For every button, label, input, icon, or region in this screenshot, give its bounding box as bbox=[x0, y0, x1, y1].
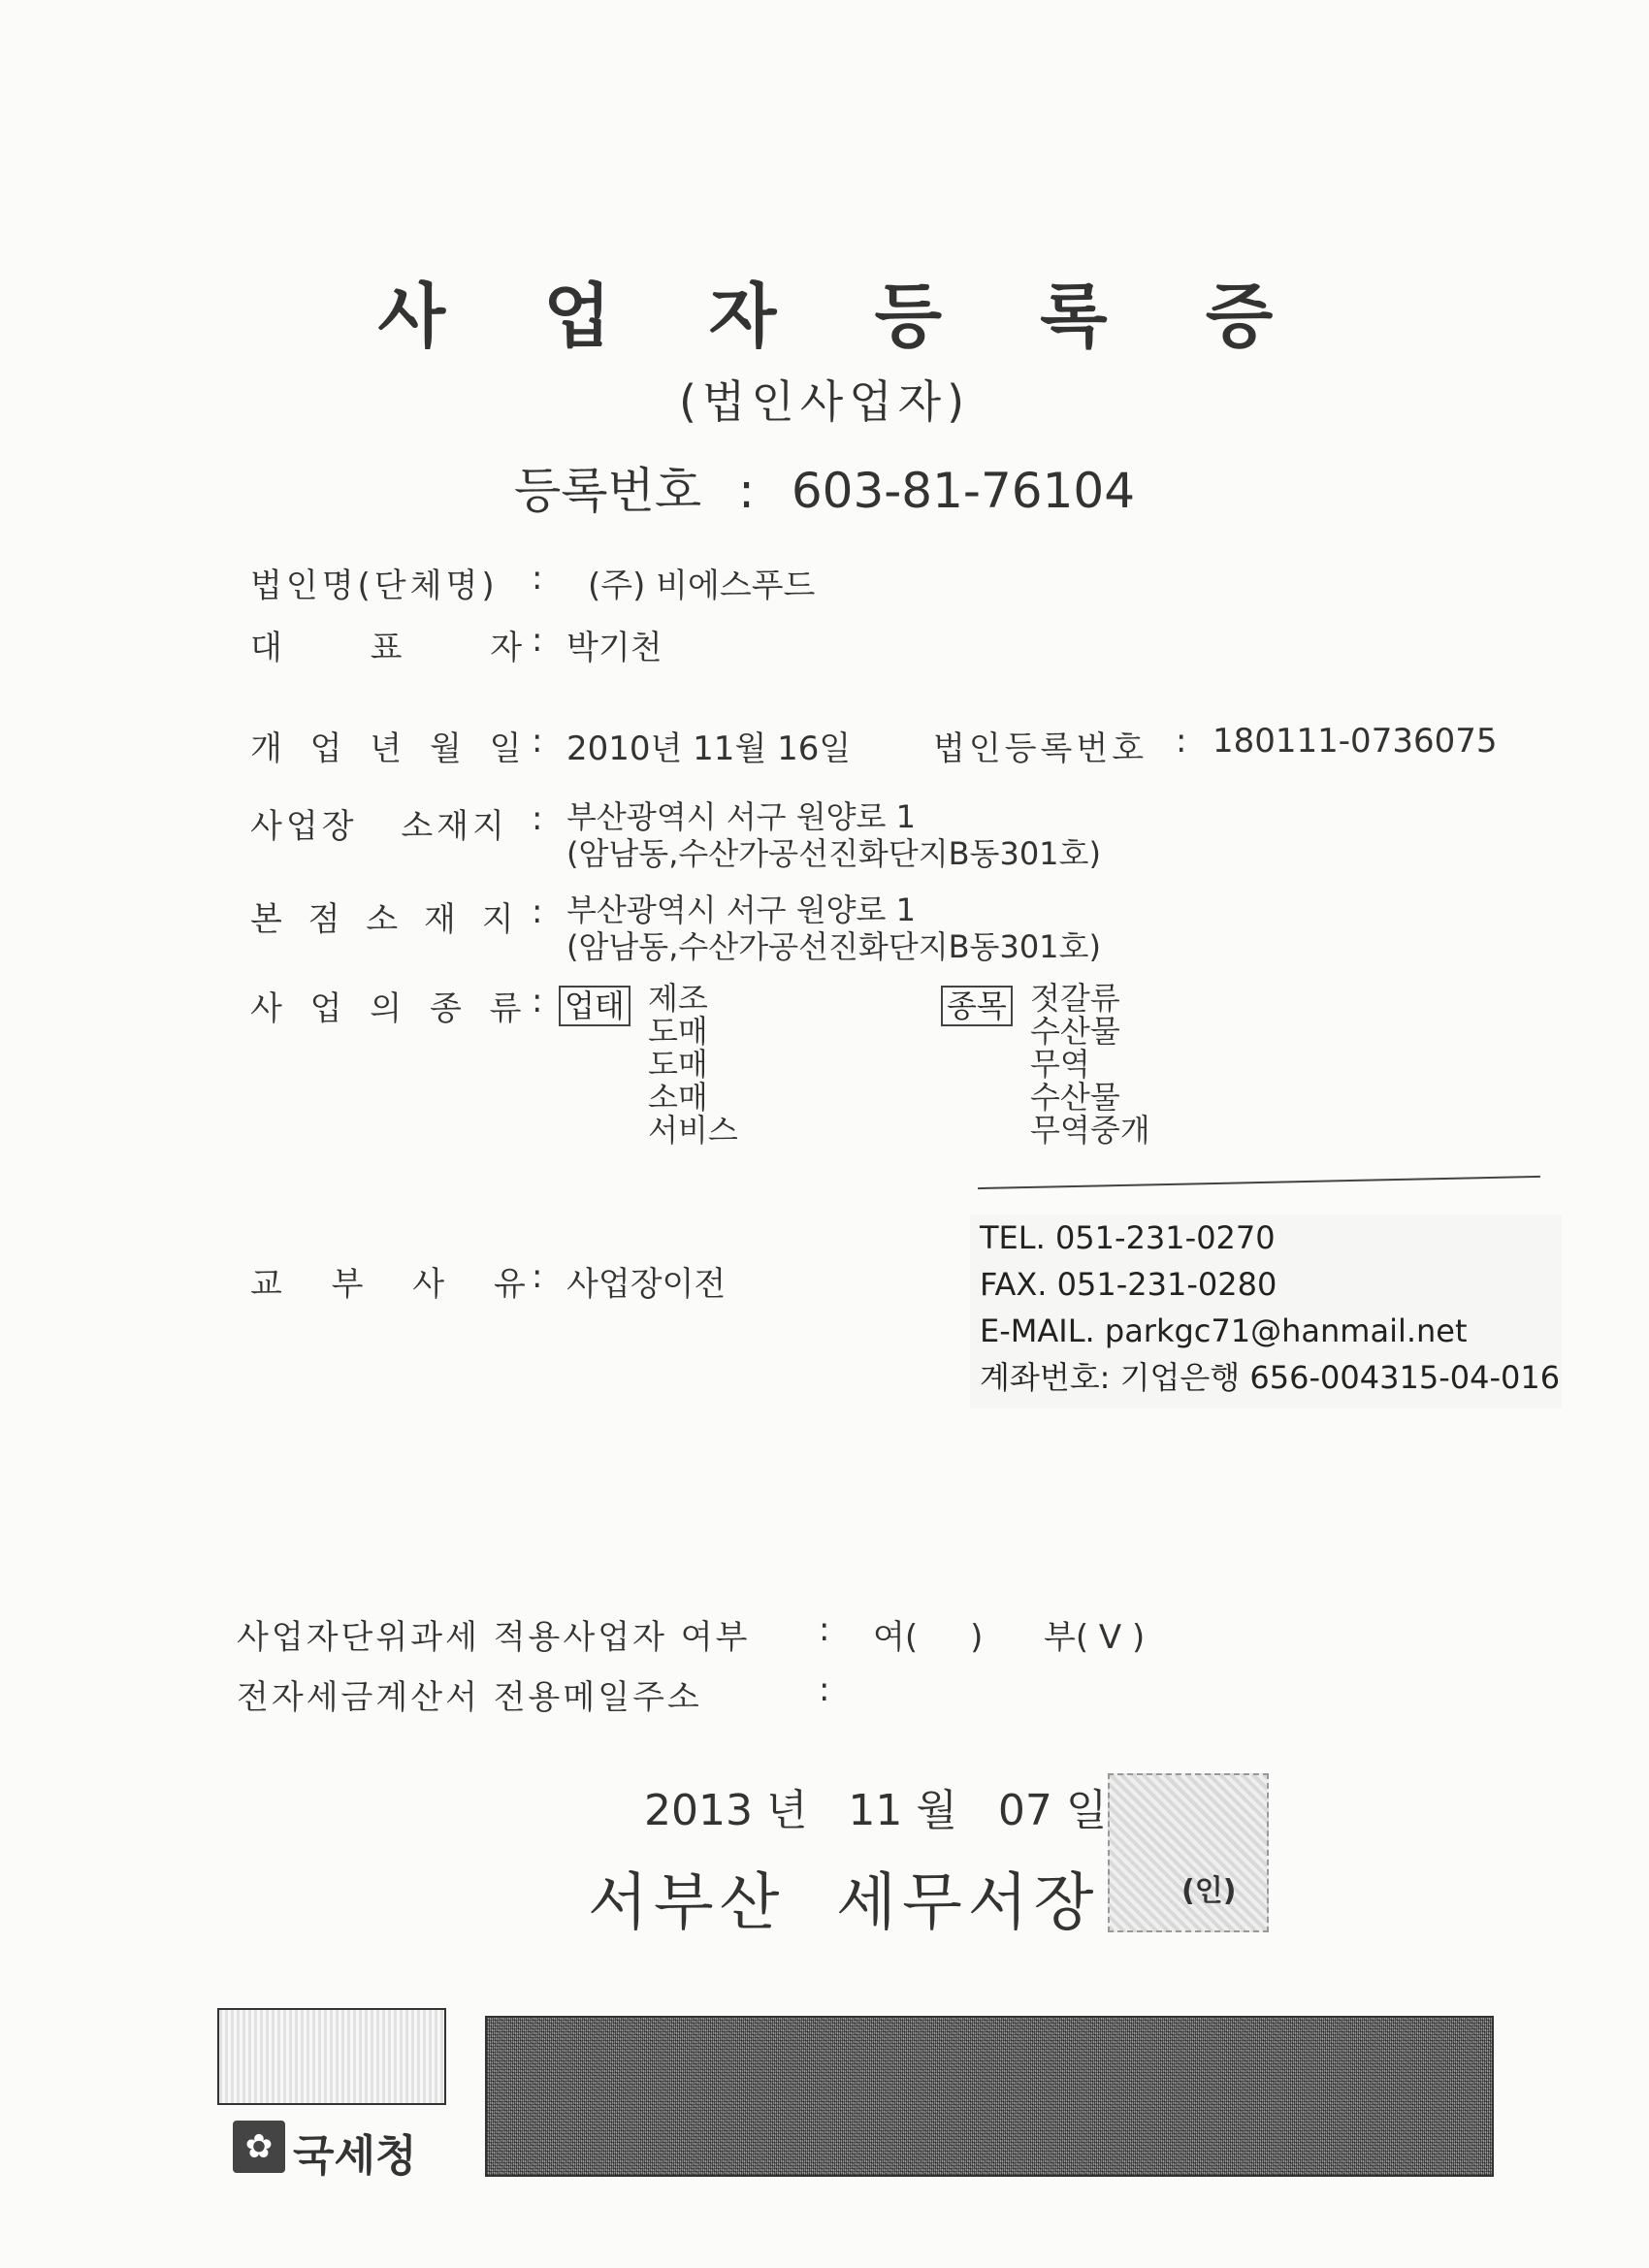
corp-name-value: (주) 비에스푸드 bbox=[588, 567, 816, 605]
representative-value: 박기천 bbox=[566, 629, 663, 667]
representative-sep: : bbox=[532, 621, 543, 660]
hologram-box bbox=[217, 2008, 446, 2105]
corp-reg-label: 법인등록번호 bbox=[933, 729, 1148, 768]
head-office-line2: (암남동,수산가공선진화단지B동301호) bbox=[566, 928, 1101, 965]
document-subtitle: (법인사업자) bbox=[678, 375, 971, 428]
security-barcode bbox=[485, 2016, 1494, 2177]
seal-mark: (인) bbox=[1181, 1874, 1237, 1908]
jongmok-item: 무역중개 bbox=[1030, 1112, 1150, 1149]
open-date-sep: : bbox=[532, 722, 543, 761]
einvoice-sep: : bbox=[819, 1670, 830, 1709]
uptae-label: 업태 bbox=[559, 986, 630, 1026]
representative-label: 대 표 자 bbox=[250, 629, 523, 667]
uptae-item: 서비스 bbox=[648, 1112, 738, 1149]
contact-account: 계좌번호: 기업은행 656-004315-04-016 bbox=[980, 1359, 1561, 1396]
jongmok-label: 종목 bbox=[941, 986, 1013, 1026]
jongmok-item: 무역 bbox=[1030, 1046, 1090, 1083]
contact-tel: TEL. 051-231-0270 bbox=[980, 1219, 1276, 1256]
head-office-line1: 부산광역시 서구 원양로 1 bbox=[566, 891, 916, 928]
head-office-label: 본 점 소 재 지 bbox=[250, 900, 514, 939]
registration-sep: : bbox=[738, 463, 755, 519]
issue-reason-value: 사업장이전 bbox=[566, 1265, 727, 1304]
einvoice-label: 전자세금계산서 전용메일주소 bbox=[237, 1678, 702, 1717]
business-location-line2: (암남동,수산가공선진화단지B동301호) bbox=[566, 835, 1101, 872]
jongmok-item: 수산물 bbox=[1030, 1013, 1120, 1050]
unit-tax-sep: : bbox=[819, 1610, 830, 1649]
head-office-sep: : bbox=[532, 892, 543, 931]
uptae-item: 제조 bbox=[648, 980, 708, 1017]
uptae-item: 도매 bbox=[648, 1013, 708, 1050]
registration-number: 603-81-76104 bbox=[791, 463, 1136, 519]
issue-reason-label: 교 부 사 유 bbox=[250, 1265, 526, 1304]
unit-tax-yes: 여( ) bbox=[873, 1618, 984, 1657]
corp-name-sep: : bbox=[532, 559, 543, 598]
issue-reason-sep: : bbox=[532, 1257, 543, 1296]
uptae-label-box bbox=[559, 982, 630, 1026]
jongmok-label-box bbox=[941, 982, 1013, 1026]
issue-date: 2013 년 11 월 07 일 bbox=[644, 1786, 1108, 1835]
uptae-list bbox=[648, 982, 738, 1147]
tax-office-name: 서부산 세무서장 bbox=[588, 1867, 1100, 1939]
business-location-sep: : bbox=[532, 799, 543, 838]
agency-name: 국세청 bbox=[293, 2131, 417, 2181]
registration-label: 등록번호 bbox=[513, 463, 702, 519]
nts-logo-icon: ✿ bbox=[233, 2121, 285, 2173]
jongmok-item: 수산물 bbox=[1030, 1079, 1120, 1116]
business-type-label: 사 업 의 종 류 bbox=[250, 989, 522, 1028]
unit-tax-label: 사업자단위과세 적용사업자 여부 bbox=[237, 1618, 751, 1657]
business-location-line1: 부산광역시 서구 원양로 1 bbox=[566, 798, 916, 835]
business-location-label: 사업장 소재지 bbox=[250, 807, 508, 846]
contact-fax: FAX. 051-231-0280 bbox=[980, 1266, 1277, 1303]
corp-name-label: 법인명(단체명) bbox=[250, 567, 499, 605]
contact-block bbox=[970, 1215, 1562, 1409]
jongmok-list bbox=[1030, 982, 1150, 1147]
uptae-item: 소매 bbox=[648, 1079, 708, 1116]
unit-tax-no: 부( V ) bbox=[1044, 1618, 1146, 1657]
business-type-sep: : bbox=[532, 982, 543, 1021]
corp-reg-value: 180111-0736075 bbox=[1212, 722, 1498, 761]
corp-reg-sep: : bbox=[1176, 722, 1187, 761]
divider-line bbox=[978, 1176, 1540, 1189]
contact-email: E-MAIL. parkgc71@hanmail.net bbox=[980, 1312, 1468, 1349]
uptae-item: 도매 bbox=[648, 1046, 708, 1083]
jongmok-item: 젓갈류 bbox=[1030, 980, 1120, 1017]
registration-number-row bbox=[0, 452, 1649, 522]
open-date-label: 개 업 년 월 일 bbox=[250, 729, 522, 768]
document-title: 사 업 자 등 록 증 bbox=[377, 275, 1310, 357]
open-date-value: 2010년 11월 16일 bbox=[566, 729, 852, 768]
